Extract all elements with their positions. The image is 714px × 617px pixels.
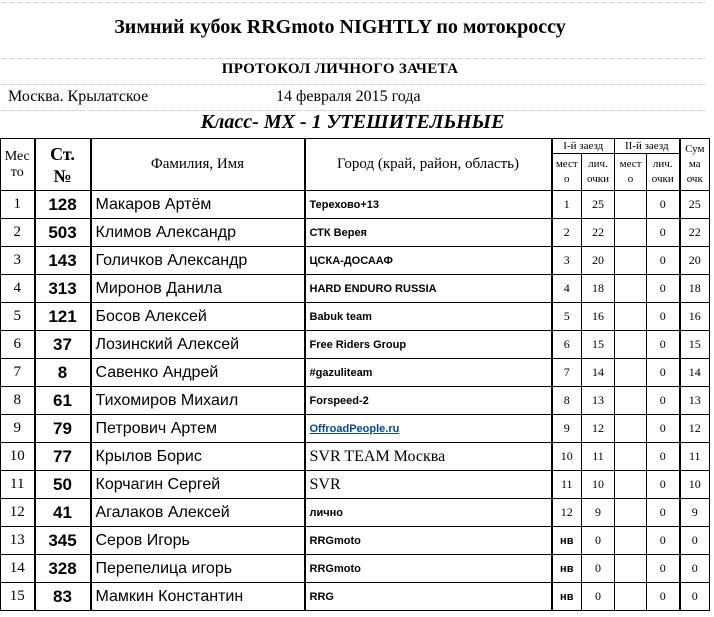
- table-row: [1, 583, 710, 611]
- heat1-place-cell: 5: [552, 303, 582, 331]
- sum-cell: 0: [680, 583, 710, 611]
- heat2-place-cell: [615, 387, 647, 415]
- table-row: [1, 387, 710, 415]
- rider-name-cell: Серов Игорь: [91, 527, 305, 555]
- heat2-points-cell: 0: [647, 331, 680, 359]
- place-cell: 3: [1, 247, 35, 275]
- heat2-place-cell: [615, 415, 647, 443]
- place-cell: 2: [1, 219, 35, 247]
- team-cell: SVR TEAM Москва: [305, 443, 552, 471]
- rider-name-cell: Тихомиров Михаил: [91, 387, 305, 415]
- heat2-place-cell: [615, 555, 647, 583]
- rider-name-cell: Крылов Борис: [91, 443, 305, 471]
- grid-line: [0, 2, 705, 3]
- sum-cell: 16: [680, 303, 710, 331]
- sum-cell: 9: [680, 499, 710, 527]
- team-cell: ЦСКА-ДОСААФ: [305, 247, 552, 275]
- header-heat1-points: лич. очки: [582, 154, 615, 191]
- heat2-points-cell: 0: [647, 499, 680, 527]
- sum-cell: 10: [680, 471, 710, 499]
- table-row: [1, 331, 710, 359]
- heat1-place-cell: 2: [552, 219, 582, 247]
- sum-cell: 20: [680, 247, 710, 275]
- start-number-cell: 8: [35, 359, 91, 387]
- start-number-cell: 37: [35, 331, 91, 359]
- protocol-subtitle: ПРОТОКОЛ ЛИЧНОГО ЗАЧЕТА: [221, 61, 459, 77]
- start-number-cell: 61: [35, 387, 91, 415]
- class-heading: Класс- МХ - 1 УТЕШИТЕЛЬНЫЕ: [200, 111, 505, 133]
- heat1-place-cell: 11: [552, 471, 582, 499]
- heat2-place-cell: [615, 219, 647, 247]
- place-cell: 15: [1, 583, 35, 611]
- start-number-cell: 143: [35, 247, 91, 275]
- team-cell: Forspeed-2: [305, 387, 552, 415]
- team-cell: RRGmoto: [305, 527, 552, 555]
- heat1-points-cell: 14: [582, 359, 615, 387]
- start-number-cell: 503: [35, 219, 91, 247]
- rider-name-cell: Корчагин Сергей: [91, 471, 305, 499]
- heat2-points-cell: 0: [647, 527, 680, 555]
- heat1-points-cell: 10: [582, 471, 615, 499]
- heat1-place-cell: 8: [552, 387, 582, 415]
- team-cell: RRG: [305, 583, 552, 611]
- start-number-cell: 83: [35, 583, 91, 611]
- table-row: [1, 191, 710, 219]
- start-number-cell: 345: [35, 527, 91, 555]
- heat1-points-cell: 11: [582, 443, 615, 471]
- heat1-points-cell: 15: [582, 331, 615, 359]
- sum-cell: 11: [680, 443, 710, 471]
- place-cell: 7: [1, 359, 35, 387]
- team-cell[interactable]: OffroadPeople.ru: [305, 415, 552, 443]
- sum-cell: 0: [680, 527, 710, 555]
- table-row: [1, 555, 710, 583]
- table-row: [1, 415, 710, 443]
- header-heat-1: I-й заезд: [552, 139, 615, 154]
- heat2-place-cell: [615, 331, 647, 359]
- team-cell: Free Riders Group: [305, 331, 552, 359]
- rider-name-cell: Савенко Андрей: [91, 359, 305, 387]
- heat1-place-cell: 4: [552, 275, 582, 303]
- start-number-cell: 313: [35, 275, 91, 303]
- team-cell: лично: [305, 499, 552, 527]
- heat2-place-cell: [615, 303, 647, 331]
- rider-name-cell: Петрович Артем: [91, 415, 305, 443]
- heat1-points-cell: 20: [582, 247, 615, 275]
- team-cell: RRGmoto: [305, 555, 552, 583]
- rider-name-cell: Макаров Артём: [91, 191, 305, 219]
- rider-name-cell: Лозинский Алексей: [91, 331, 305, 359]
- team-cell: Терехово+13: [305, 191, 552, 219]
- place-cell: 14: [1, 555, 35, 583]
- heat1-place-cell: 9: [552, 415, 582, 443]
- team-cell: HARD ENDURO RUSSIA: [305, 275, 552, 303]
- table-row: [1, 527, 710, 555]
- heat1-points-cell: 16: [582, 303, 615, 331]
- header-place: Мес то: [1, 139, 35, 191]
- heat2-points-cell: 0: [647, 471, 680, 499]
- heat2-place-cell: [615, 471, 647, 499]
- header-start-number: Ст. №: [35, 139, 91, 191]
- start-number-cell: 77: [35, 443, 91, 471]
- heat2-place-cell: [615, 443, 647, 471]
- heat1-points-cell: 0: [582, 583, 615, 611]
- sum-cell: 12: [680, 415, 710, 443]
- sum-cell: 15: [680, 331, 710, 359]
- heat2-points-cell: 0: [647, 555, 680, 583]
- table-row: [1, 219, 710, 247]
- sum-cell: 25: [680, 191, 710, 219]
- heat2-points-cell: 0: [647, 359, 680, 387]
- place-cell: 6: [1, 331, 35, 359]
- header-city: Город (край, район, область): [305, 139, 552, 191]
- heat2-points-cell: 0: [647, 275, 680, 303]
- heat1-place-cell: 12: [552, 499, 582, 527]
- heat2-points-cell: 0: [647, 443, 680, 471]
- sum-cell: 0: [680, 555, 710, 583]
- table-row: [1, 275, 710, 303]
- heat1-points-cell: 9: [582, 499, 615, 527]
- header-name: Фамилия, Имя: [91, 139, 305, 191]
- heat2-points-cell: 0: [647, 247, 680, 275]
- header-heat2-points: лич. очки: [647, 154, 680, 191]
- table-row: [1, 359, 710, 387]
- heat2-points-cell: 0: [647, 303, 680, 331]
- heat1-place-cell: 6: [552, 331, 582, 359]
- team-cell: СТК Верея: [305, 219, 552, 247]
- place-cell: 9: [1, 415, 35, 443]
- team-cell: SVR: [305, 471, 552, 499]
- place-cell: 5: [1, 303, 35, 331]
- heat1-points-cell: 18: [582, 275, 615, 303]
- rider-name-cell: Миронов Данила: [91, 275, 305, 303]
- table-row: [1, 499, 710, 527]
- heat1-points-cell: 12: [582, 415, 615, 443]
- table-row: [1, 471, 710, 499]
- rider-name-cell: Мамкин Константин: [91, 583, 305, 611]
- heat2-points-cell: 0: [647, 583, 680, 611]
- header-sum: Сум ма очк: [680, 139, 710, 191]
- start-number-cell: 128: [35, 191, 91, 219]
- rider-name-cell: Климов Александр: [91, 219, 305, 247]
- heat2-points-cell: 0: [647, 191, 680, 219]
- place-cell: 4: [1, 275, 35, 303]
- heat1-place-cell: нв: [552, 555, 582, 583]
- heat2-points-cell: 0: [647, 415, 680, 443]
- place-cell: 13: [1, 527, 35, 555]
- table-row: [1, 247, 710, 275]
- place-cell: 12: [1, 499, 35, 527]
- page-title: Зимний кубок RRGmoto NIGHTLY по мотокроссу: [114, 16, 566, 38]
- team-cell: #gazuliteam: [305, 359, 552, 387]
- sum-cell: 13: [680, 387, 710, 415]
- start-number-cell: 121: [35, 303, 91, 331]
- heat1-points-cell: 22: [582, 219, 615, 247]
- heat1-points-cell: 0: [582, 555, 615, 583]
- place-cell: 1: [1, 191, 35, 219]
- sum-cell: 14: [680, 359, 710, 387]
- sum-cell: 22: [680, 219, 710, 247]
- heat1-place-cell: 7: [552, 359, 582, 387]
- event-location: Москва. Крылатское: [8, 88, 149, 105]
- heat2-points-cell: 0: [647, 219, 680, 247]
- grid-line: [0, 58, 705, 59]
- rider-name-cell: Босов Алексей: [91, 303, 305, 331]
- place-cell: 11: [1, 471, 35, 499]
- heat1-place-cell: нв: [552, 583, 582, 611]
- grid-line: [0, 84, 705, 85]
- heat2-points-cell: 0: [647, 387, 680, 415]
- header-heat1-place: мест о: [552, 154, 582, 191]
- start-number-cell: 328: [35, 555, 91, 583]
- heat2-place-cell: [615, 247, 647, 275]
- header-heat2-place: мест о: [615, 154, 647, 191]
- event-date: 14 февраля 2015 года: [276, 88, 421, 105]
- heat1-place-cell: нв: [552, 527, 582, 555]
- table-row: [1, 443, 710, 471]
- heat1-points-cell: 0: [582, 527, 615, 555]
- heat2-place-cell: [615, 275, 647, 303]
- heat1-place-cell: 10: [552, 443, 582, 471]
- heat1-points-cell: 25: [582, 191, 615, 219]
- heat2-place-cell: [615, 359, 647, 387]
- start-number-cell: 79: [35, 415, 91, 443]
- rider-name-cell: Голичков Александр: [91, 247, 305, 275]
- heat2-place-cell: [615, 583, 647, 611]
- start-number-cell: 50: [35, 471, 91, 499]
- sum-cell: 18: [680, 275, 710, 303]
- rider-name-cell: Перепелица игорь: [91, 555, 305, 583]
- results-table: [0, 138, 710, 611]
- heat2-place-cell: [615, 191, 647, 219]
- heat1-place-cell: 1: [552, 191, 582, 219]
- team-cell: Babuk team: [305, 303, 552, 331]
- heat1-points-cell: 13: [582, 387, 615, 415]
- heat1-place-cell: 3: [552, 247, 582, 275]
- header-heat-2: II-й заезд: [615, 139, 680, 154]
- table-row: [1, 303, 710, 331]
- place-cell: 10: [1, 443, 35, 471]
- place-cell: 8: [1, 387, 35, 415]
- heat2-place-cell: [615, 527, 647, 555]
- start-number-cell: 41: [35, 499, 91, 527]
- heat2-place-cell: [615, 499, 647, 527]
- rider-name-cell: Агалаков Алексей: [91, 499, 305, 527]
